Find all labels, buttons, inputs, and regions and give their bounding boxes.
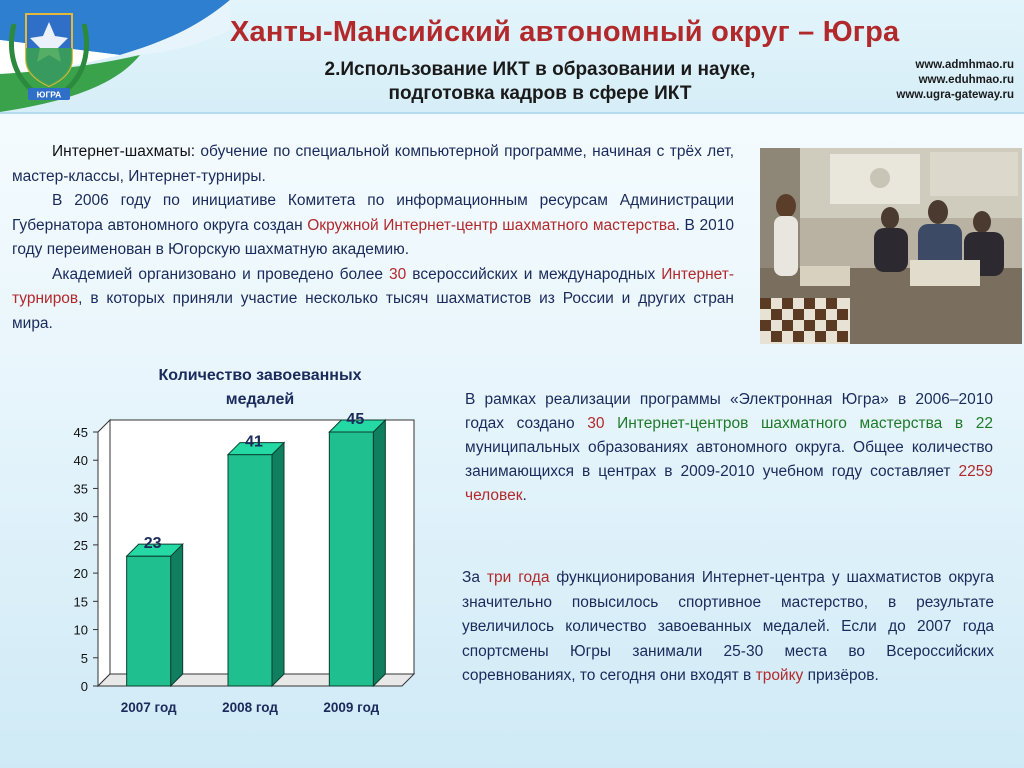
intro-p2-text1: В 2006 году по инициативе Комитета по информационным ресурсам Администрации Губернатора автономного округа создан [12, 192, 734, 234]
bar-side [171, 544, 183, 686]
bar-1 [127, 556, 171, 686]
x-tick-label: 2007 год [120, 700, 177, 715]
x-tick-label: 2009 год [323, 700, 380, 715]
program-highlight-1: 30 [587, 415, 605, 432]
program-text-2: муниципальных образованиях автономного округа. Общее количество занимающихся в центрах в 2009-2010 учебном году составляет [465, 439, 993, 480]
subtitle-line-2: подготовка кадров в сфере ИКТ [388, 83, 692, 104]
header [0, 0, 1024, 114]
page-subtitle [240, 58, 840, 106]
intro-p3-text2: всероссийских и международных [406, 265, 662, 283]
intro-p2-text2: . В 2010 году переименован в Югорскую шахматную академию. [12, 216, 734, 258]
link-admhmao[interactable]: www.admhmao.ru [915, 59, 1014, 71]
program-highlight-2: 2259 человек [465, 463, 993, 504]
bar-value-label: 41 [245, 433, 263, 451]
emblem-text: ЮГРА [36, 89, 62, 100]
program-paragraph [465, 388, 993, 508]
intro-p3-text1: Академией организовано и проведено более [52, 265, 390, 283]
y-tick-label: 30 [73, 509, 88, 525]
intro-paragraph-2 [12, 189, 734, 263]
bar-side [272, 443, 284, 686]
y-tick-label: 10 [73, 622, 88, 638]
y-tick-label: 45 [73, 425, 88, 440]
chart-title-line-1: Количество завоеванных [158, 367, 362, 384]
intro-paragraph-3 [12, 263, 734, 337]
bar-2 [228, 455, 272, 686]
intro-paragraph-1 [12, 140, 734, 189]
website-links [896, 58, 1014, 103]
intro-p2-highlight: Окружной Интернет-центр шахматного мастерства [307, 216, 676, 234]
x-tick-label: 2008 год [222, 700, 278, 715]
link-eduhmao[interactable]: www.eduhmao.ru [918, 74, 1014, 86]
subtitle-line-1: 2.Использование ИКТ в образовании и науке, [324, 59, 756, 80]
program-text-1: В рамках реализации программы «Электронная Югра» в 2006–2010 годах создано [465, 391, 993, 432]
results-text-1: За [462, 569, 487, 586]
y-tick-label: 25 [73, 537, 88, 553]
intro-text [12, 140, 734, 336]
page-title: Ханты-Мансийский автономный округ – Югра [230, 16, 900, 48]
y-tick-label: 35 [73, 481, 88, 497]
y-tick-label: 0 [80, 679, 88, 694]
intro-p3-text3: , в которых приняли участие несколько тысяч шахматистов из России и других стран мира. [12, 290, 734, 332]
bar-side [373, 420, 385, 686]
intro-p3-highlight1: 30 [389, 265, 407, 283]
y-tick-label: 40 [73, 453, 88, 469]
chart-title-line-2: медалей [225, 391, 295, 408]
bar-3 [329, 432, 373, 686]
y-tick-label: 20 [73, 566, 88, 582]
intro-label: Интернет-шахматы: [52, 143, 196, 160]
results-highlight-2: тройку [755, 667, 804, 684]
coat-of-arms-icon [6, 4, 92, 104]
bar-value-label: 23 [143, 535, 162, 553]
y-tick-label: 5 [80, 650, 88, 666]
chess-class-photo [760, 148, 1022, 344]
program-text [465, 388, 993, 508]
results-highlight-1: три года [486, 569, 550, 586]
results-text-2: функционирования Интернет-центра у шахматистов округа значительно повысилось спортивное мастерство, в результате увеличилось количество завоеванных медалей. Если до 2007 года спортсмены Югры занимали 25-30 места во Всероссийских соревнованиях, то сегодня они входят в [462, 569, 994, 684]
y-tick-label: 15 [73, 594, 88, 610]
intro-p3-highlight2: Интернет-турниров [12, 265, 734, 307]
medals-bar-chart [50, 398, 430, 728]
link-ugra-gateway[interactable]: www.ugra-gateway.ru [896, 89, 1014, 101]
intro-p1-text: обучение по специальной компьютерной программе, начиная с трёх лет, мастер-классы, Интернет-турниры. [12, 143, 734, 185]
chart-left-wall [98, 420, 110, 686]
results-text [462, 566, 994, 689]
results-paragraph [462, 566, 994, 689]
program-text-3: . [522, 487, 527, 504]
program-highlight-centers: Интернет-центров шахматного мастерства в 22 [604, 415, 993, 432]
bar-value-label: 45 [346, 411, 365, 428]
results-text-3: призёров. [803, 667, 879, 684]
